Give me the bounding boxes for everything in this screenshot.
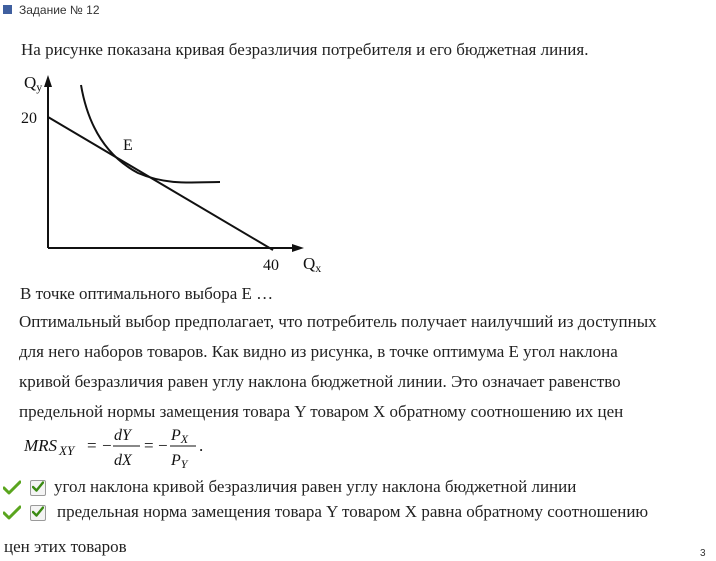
task-square-icon: [3, 5, 12, 14]
explanation-text: [19, 307, 714, 427]
x-intercept-label: 40: [263, 257, 279, 274]
explanation-line: Оптимальный выбор предполагает, что потребитель получает наилучший из доступных: [19, 312, 657, 331]
checkmark-icon: [32, 481, 44, 493]
option-1-checkbox[interactable]: [30, 480, 46, 496]
task-header: [0, 0, 716, 22]
question-intro: На рисунке показана кривая безразличия потребителя и его бюджетная линия.: [21, 40, 589, 59]
formula-py: PY: [171, 452, 188, 471]
explanation-line: кривой безразличия равен углу наклона бюджетной линии. Это означает равенство: [19, 372, 621, 391]
answer-option-1-label: угол наклона кривой безразличия равен углу наклона бюджетной линии: [54, 477, 577, 496]
correct-check-icon: [3, 480, 21, 496]
formula-px: PX: [171, 427, 189, 446]
explanation-line: предельной нормы замещения товара Y товаром X обратному соотношению их цен: [19, 402, 624, 421]
mrs-formula: [19, 424, 219, 474]
x-axis-arrow: [292, 244, 304, 252]
formula-dy: dY: [114, 427, 131, 444]
point-e-label: E: [123, 137, 133, 154]
budget-line: [48, 117, 273, 250]
formula-minus-2: −: [158, 436, 168, 455]
formula-equals-2: =: [144, 436, 154, 455]
y-axis-arrow: [44, 75, 52, 87]
indifference-graph: [0, 66, 340, 276]
corner-mark: 3: [700, 548, 706, 559]
x-axis-label: Qx: [303, 254, 322, 275]
answer-option-2-label-continued: цен этих товаров: [4, 537, 127, 556]
task-title: Задание № 12: [19, 3, 100, 17]
explanation-line: для него наборов товаров. Как видно из рисунка, в точке оптимума Е угол наклона: [19, 342, 618, 361]
formula-equals-1: =: [87, 436, 97, 455]
formula-mrs: MRS $_{XY}$: [24, 436, 75, 458]
formula-minus-1: −: [102, 436, 112, 455]
indifference-curve: [81, 85, 220, 183]
question-prompt: В точке оптимального выбора Е …: [20, 284, 274, 303]
y-axis-label: Qy: [24, 73, 43, 94]
formula-dx: dX: [114, 452, 132, 469]
answer-option-2-label: предельная норма замещения товара Y товаром X равна обратному соотношению: [57, 502, 649, 521]
option-2-checkbox[interactable]: [30, 505, 46, 521]
correct-check-icon: [3, 505, 21, 521]
formula-period: .: [199, 436, 204, 455]
y-intercept-label: 20: [21, 110, 37, 127]
checkmark-icon: [32, 506, 44, 518]
